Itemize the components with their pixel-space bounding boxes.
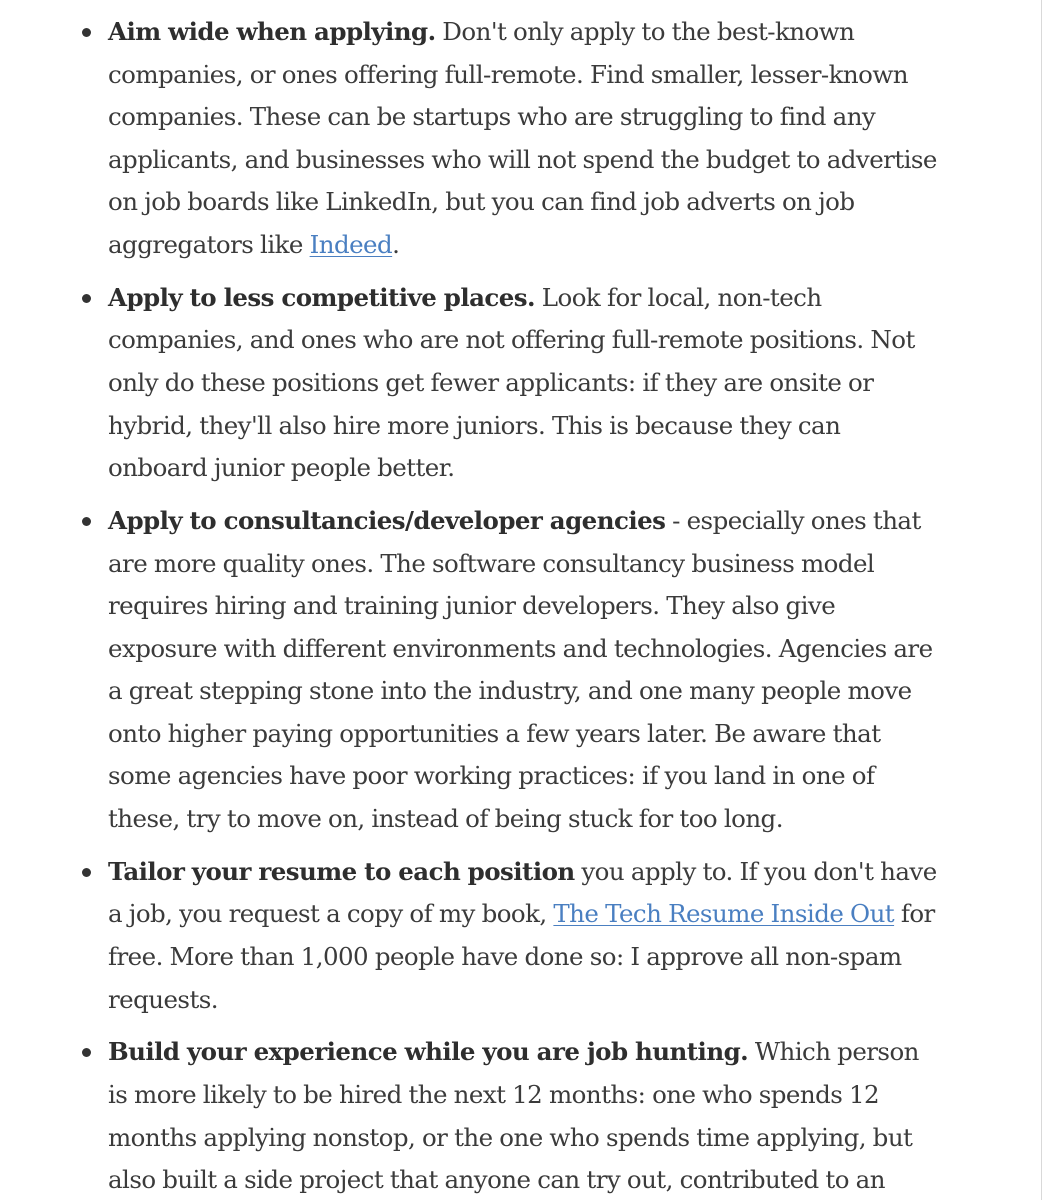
item-lead: Apply to consultancies/developer agencies xyxy=(108,505,666,535)
indeed-link[interactable]: Indeed xyxy=(309,229,393,259)
tips-bullet-list xyxy=(108,11,938,1200)
list-item xyxy=(108,11,938,267)
item-lead: Aim wide when applying. xyxy=(108,17,436,46)
item-text: Which person is more likely to be hired the next 12 months: one who spends 12 months applying nonstop, or the one who spends time applying, but also built a side project that anyone can try out, contributed to an xyxy=(108,1037,919,1195)
item-lead: Tailor your resume to each position xyxy=(108,856,575,886)
list-item xyxy=(108,1031,938,1200)
item-text: you apply to. If you don't have a job, you request a copy of my book, xyxy=(108,856,937,929)
item-text-after: for free. More than 1,000 people have done so: I approve all non-spam requests. xyxy=(108,899,935,1014)
tech-resume-book-link[interactable]: The Tech Resume Inside Out xyxy=(553,899,895,929)
list-item xyxy=(108,500,938,841)
item-text: Don't only apply to the best-known companies, or ones offering full-remote. Find smaller, lesser-known companies. These can be startups who are struggling to find any applicants, and businesses who will not spend the budget to advertise on job boards like LinkedIn, but you can find job adverts on job aggregators like xyxy=(108,17,937,259)
item-text: - especially ones that are more quality ones. The software consultancy business model requires hiring and training junior developers. They also give exposure with different environments and technologies. Agencies are a great stepping stone into the industry, and one many people move onto higher paying opportunities a few years later. Be aware that some agencies have poor working practices: if you land in one of these, try to move on, instead of being stuck for too long. xyxy=(108,505,933,834)
item-lead: Apply to less competitive places. xyxy=(108,282,536,312)
item-lead: Build your experience while you are job hunting. xyxy=(108,1037,749,1067)
item-text-after: . xyxy=(392,229,400,259)
list-item xyxy=(108,277,938,490)
page-edge-divider xyxy=(1041,0,1042,1200)
item-text: Look for local, non-tech companies, and ones who are not offering full-remote positions. Not only do these positions get fewer applicants: if they are onsite or hybrid, they'll also hire more juniors. This is because they can onboard junior people better. xyxy=(108,282,915,483)
list-item xyxy=(108,851,938,1021)
